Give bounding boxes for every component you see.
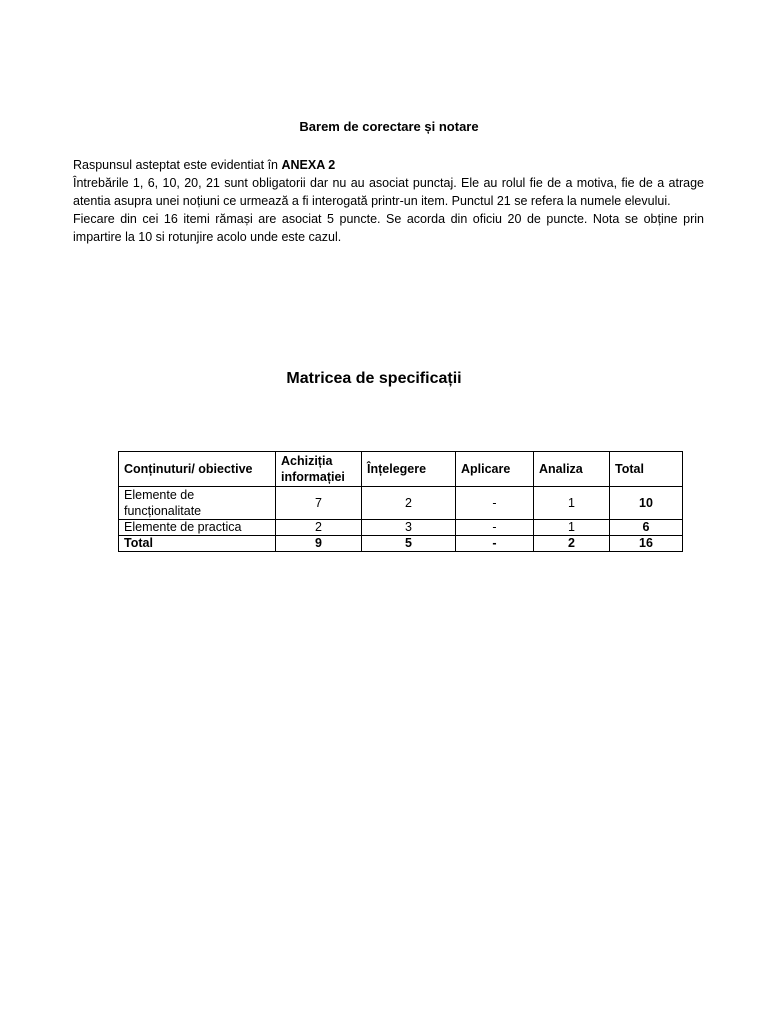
grand-total-cell: 16 <box>610 536 683 552</box>
document-body <box>73 156 704 246</box>
header-cell-understanding: Înțelegere <box>362 452 456 487</box>
header-cell-contents: Conținuturi/ obiective <box>119 452 276 487</box>
header-cell-acquisition: Achiziția informației <box>276 452 362 487</box>
table-cell: - <box>456 520 534 536</box>
table-cell: - <box>456 487 534 520</box>
table-total-row <box>119 536 683 552</box>
row-total-cell: 10 <box>610 487 683 520</box>
row-total-cell: 6 <box>610 520 683 536</box>
table-cell: 1 <box>534 520 610 536</box>
specification-matrix-table <box>118 451 683 552</box>
table-cell: 9 <box>276 536 362 552</box>
table-cell: 2 <box>276 520 362 536</box>
header-cell-total: Total <box>610 452 683 487</box>
table-cell: - <box>456 536 534 552</box>
table-cell: 7 <box>276 487 362 520</box>
table-cell: 3 <box>362 520 456 536</box>
table-cell: 1 <box>534 487 610 520</box>
paragraph-scoring: Fiecare din cei 16 itemi rămași are asociat 5 puncte. Se acorda din oficiu 20 de puncte. Nota se obține prin impartire la 10 si rotunjire acolo unde este cazul. <box>73 212 704 244</box>
header-cell-application: Aplicare <box>456 452 534 487</box>
matrix-heading: Matricea de specificații <box>286 370 462 387</box>
table-header-row <box>119 452 683 487</box>
paragraph-questions: Întrebările 1, 6, 10, 20, 21 sunt obligatorii dar nu au asociat punctaj. Ele au rolul fie de a motiva, fie de a atrage atentia asupra unei noțiuni ce urmează a fi interogată printr-un item. Punctul 21 se refera la numele elevului. <box>73 176 704 208</box>
intro-line <box>73 156 704 174</box>
table-row <box>119 487 683 520</box>
table-cell: 2 <box>534 536 610 552</box>
table-row <box>119 520 683 536</box>
intro-prefix: Raspunsul asteptat este evidentiat în <box>73 158 282 172</box>
header-cell-analysis: Analiza <box>534 452 610 487</box>
document-title: Barem de corectare și notare <box>299 119 479 134</box>
table-cell: 5 <box>362 536 456 552</box>
row-label: Elemente de funcționalitate <box>119 487 276 520</box>
table-cell: 2 <box>362 487 456 520</box>
row-label: Elemente de practica <box>119 520 276 536</box>
intro-annex-reference: ANEXA 2 <box>281 158 336 172</box>
row-label: Total <box>119 536 276 552</box>
